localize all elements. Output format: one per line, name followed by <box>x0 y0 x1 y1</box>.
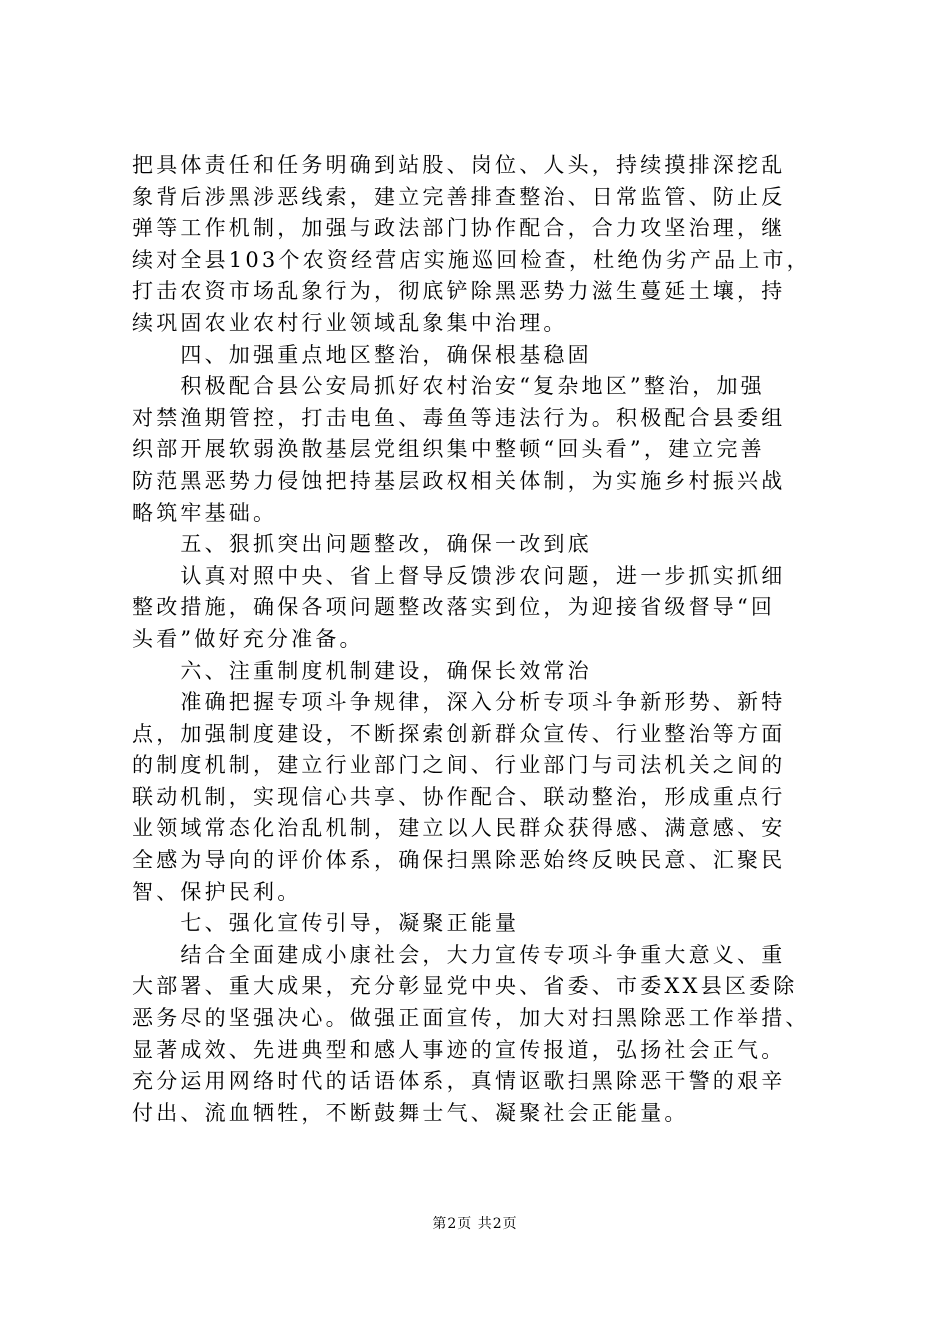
section-heading: 五、狠抓突出问题整改，确保一改到底 <box>132 532 592 557</box>
body-line: 结合全面建成小康社会，大力宣传专项斗争重大意义、重 <box>132 942 786 967</box>
section-heading: 七、强化宣传引导，凝聚正能量 <box>132 911 520 936</box>
body-line: 全感为导向的评价体系，确保扫黑除恶始终反映民意、汇聚民 <box>132 848 786 873</box>
body-line: 织部开展软弱涣散基层党组织集中整顿“回头看”，建立完善 <box>132 437 765 462</box>
body-line: 头看”做好充分准备。 <box>132 626 364 651</box>
body-line: 点，加强制度建设，不断探索创新群众宣传、行业整治等方面 <box>132 721 786 746</box>
body-line: 恶务尽的坚强决心。做强正面宣传，加大对扫黑除恶工作举措、 <box>132 1006 810 1031</box>
body-line: 略筑牢基础。 <box>132 500 278 525</box>
body-line: 打击农资市场乱象行为，彻底铲除黑恶势力滋生蔓延土壤，持 <box>132 279 786 304</box>
body-line: 业领域常态化治乱机制，建立以人民群众获得感、满意感、安 <box>132 816 786 841</box>
body-line: 象背后涉黑涉恶线索，建立完善排查整治、日常监管、防止反 <box>132 184 786 209</box>
body-line: 认真对照中央、省上督导反馈涉农问题，进一步抓实抓细 <box>132 563 786 588</box>
body-line: 智、保护民利。 <box>132 879 302 904</box>
body-line: 显著成效、先进典型和感人事迹的宣传报道，弘扬社会正气。 <box>132 1037 786 1062</box>
body-line: 联动机制，实现信心共享、协作配合、联动整治，形成重点行 <box>132 784 786 809</box>
body-line: 的制度机制，建立行业部门之间、行业部门与司法机关之间的 <box>132 753 786 778</box>
page-footer <box>0 1213 950 1233</box>
page-number: 第2页 共2页 <box>432 1216 518 1232</box>
body-line: 准确把握专项斗争规律，深入分析专项斗争新形势、新特 <box>132 690 786 715</box>
body-line: 充分运用网络时代的话语体系，真情讴歌扫黑除恶干警的艰辛 <box>132 1069 786 1094</box>
body-line: 续对全县103个农资经营店实施巡回检查，杜绝伪劣产品上市， <box>132 247 811 272</box>
section-heading: 六、注重制度机制建设，确保长效常治 <box>132 658 592 683</box>
body-line: 把具体责任和任务明确到站股、岗位、人头，持续摸排深挖乱 <box>132 153 786 177</box>
body-line: 整改措施，确保各项问题整改落实到位，为迎接省级督导“回 <box>132 595 776 620</box>
document-body <box>132 150 832 1129</box>
body-line: 大部署、重大成果，充分彰显党中央、省委、市委XX县区委除 <box>132 974 798 999</box>
body-line: 弹等工作机制，加强与政法部门协作配合，合力攻坚治理，继 <box>132 216 786 241</box>
body-line: 防范黑恶势力侵蚀把持基层政权相关体制，为实施乡村振兴战 <box>132 468 786 493</box>
body-line: 续巩固农业农村行业领域乱象集中治理。 <box>132 310 568 335</box>
body-line: 对禁渔期管控，打击电鱼、毒鱼等违法行为。积极配合县委组 <box>132 405 786 430</box>
section-heading: 四、加强重点地区整治，确保根基稳固 <box>132 342 592 367</box>
body-line: 积极配合县公安局抓好农村治安“复杂地区”整治，加强 <box>132 374 765 399</box>
body-line: 付出、流血牺牲，不断鼓舞士气、凝聚社会正能量。 <box>132 1100 689 1125</box>
